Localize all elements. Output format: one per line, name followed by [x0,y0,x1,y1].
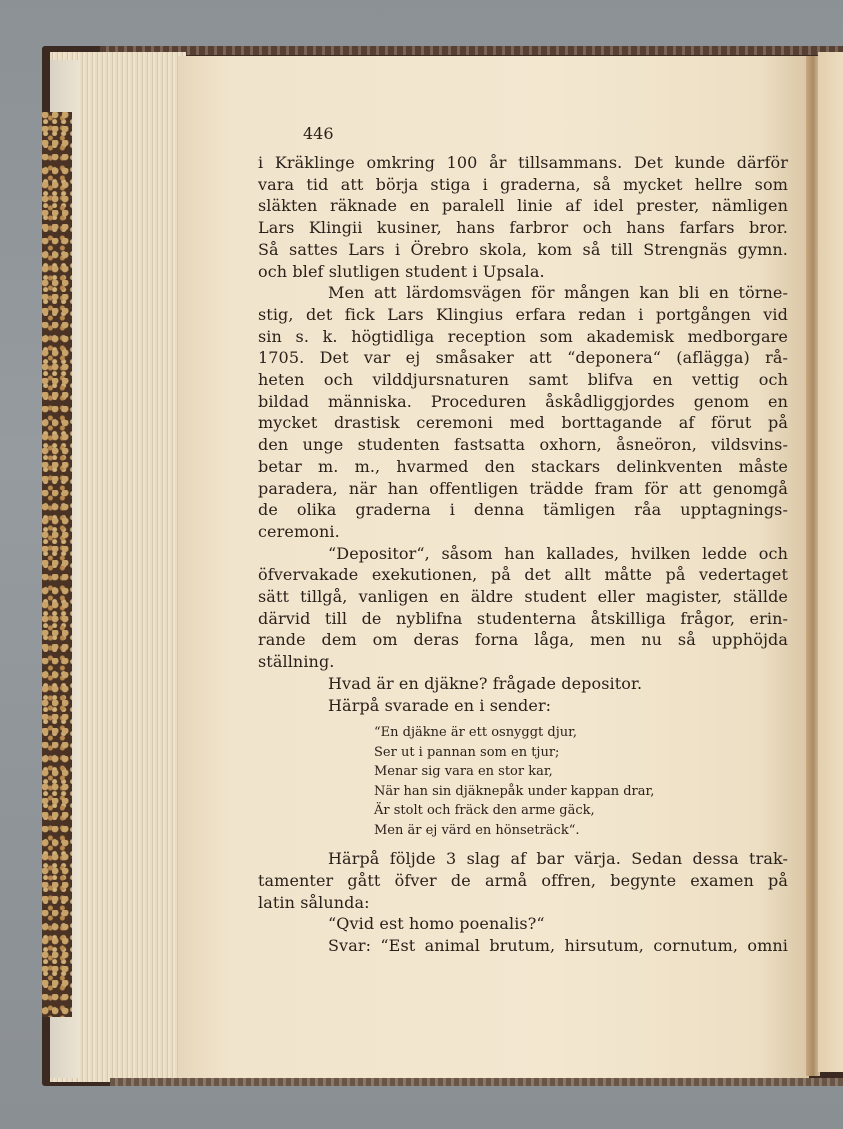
text-line: ceremoni. [258,521,340,541]
paragraph-3 [258,543,788,673]
text-line: därvid till de nyblifna studenterna åtskilliga frågor, erin- [258,608,788,628]
text-line: stig, det fick Lars Klingius erfara redan i portgången vid [258,304,788,324]
text-line: heten och vilddjursnaturen samt blifva en vettig och [258,370,788,390]
text-line: Så sattes Lars i Örebro skola, kom så till Strengnäs gymn. [258,239,788,259]
poem [374,723,788,840]
poem-line: “En djäkne är ett osnyggt djur, [374,725,578,741]
latin-answer: Svar: “Est animal brutum, hirsutum, cornutum, omni [328,936,788,956]
text-line: sin s. k. högtidliga reception som akademisk medborgare [258,326,788,346]
text-line: den unge studenten fastsatta oxhorn, åsneöron, vildsvins- [258,435,788,455]
paragraph-1 [258,152,788,282]
page-text [258,122,788,957]
latin-question: “Qvid est homo poenalis?“ [328,914,545,934]
text-line: betar m. m., hvarmed den stackars delinkventen måste [258,456,788,476]
marbled-board [42,112,72,1017]
text-line: bildad människa. Proceduren åskådliggjordes genom en [258,391,788,411]
paragraph-2 [258,282,788,542]
text-line: 1705. Det var ej småsaker att “deponera“ (aflägga) rå- [258,348,788,368]
paragraph-4 [258,848,788,913]
text-line: släkten räknade en paralell linie af idel prester, nämligen [258,196,788,216]
text-line: Men att lärdomsvägen för mången kan bli en törne- [328,283,788,303]
top-edge [100,46,843,55]
text-line: paradera, när han offentligen trädde fram för att genomgå [258,478,788,498]
text-line: de olika graderna i denna tämligen råa upptagnings- [258,500,788,520]
poem-line: Menar sig vara en stor kar, [374,764,553,780]
poem-line: Ser ut i pannan som en tjur; [374,744,560,760]
text-line: vara tid att börja stiga i graderna, så mycket hellre som [258,174,788,194]
bottom-edge [110,1078,843,1086]
text-line: latin sålunda: [258,892,370,912]
text-line: och blef slutligen student i Upsala. [258,261,545,281]
poem-line: När han sin djäknepåk under kappan drar, [374,783,655,799]
poem-line: Men är ej värd en hönseträck“. [374,822,580,838]
text-line: “Depositor“, såsom han kallades, hvilken ledde och [328,543,788,563]
question-line: Hvad är en djäkne? frågade depositor. [328,673,643,693]
text-line: öfvervakade exekutionen, på det allt måtte på vedertaget [258,565,788,585]
text-line: i Kräklinge omkring 100 år tillsammans. Det kunde därför [258,153,788,172]
answer-intro: Härpå svarade en i sender: [328,695,552,715]
text-line: sätt tillgå, vanligen en äldre student eller magister, ställde [258,587,788,607]
text-line: ställning. [258,652,335,672]
text-line: mycket drastisk ceremoni med borttagande af förut på [258,413,788,433]
text-line: Härpå följde 3 slag af bar värja. Sedan dessa trak- [328,849,788,869]
poem-line: Är stolt och fräck den arme gäck, [374,803,595,819]
text-line: Lars Klingii kusiner, hans farbror och hans farfars bror. [258,218,788,238]
text-line: tamenter gått öfver de armå offren, begynte examen på [258,870,788,890]
page-number: 446 [303,124,334,143]
facing-page-edge [818,52,843,1072]
text-line: rande dem om deras forna låga, men nu så upphöjda [258,630,788,650]
